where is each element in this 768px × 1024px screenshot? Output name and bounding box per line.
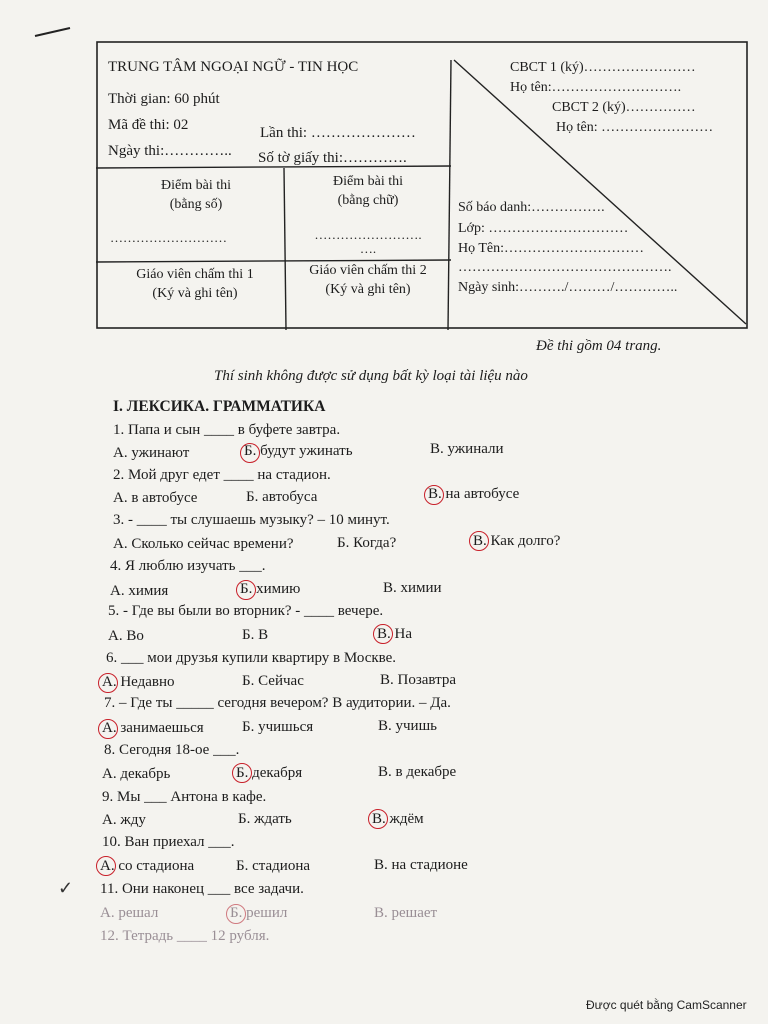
question-11: 11. Они наконец ___ все задачи. bbox=[100, 881, 304, 897]
answer-circle-q1 bbox=[240, 443, 260, 463]
q4-option-a[interactable]: А. химия bbox=[110, 583, 169, 599]
q9-option-a[interactable]: А. жду bbox=[102, 812, 146, 828]
answer-circle-q11 bbox=[226, 904, 246, 924]
q11-option-a[interactable]: А. решал bbox=[100, 905, 159, 921]
grader-2-label: Giáo viên chấm thi 2 (Ký và ghi tên) bbox=[309, 263, 427, 297]
question-4: 4. Я люблю изучать ___. bbox=[110, 558, 266, 574]
score-number-label: Điểm bài thi (bằng số) bbox=[161, 178, 231, 212]
section-title: I. ЛЕКСИКА. ГРАММАТИКА bbox=[113, 398, 326, 415]
q3-option-b[interactable]: Б. Когда? bbox=[337, 535, 397, 551]
q3-option-c[interactable]: В. Как долго? bbox=[473, 533, 561, 549]
scanner-watermark: Được quét bằng CamScanner bbox=[586, 998, 747, 1012]
q3-option-a[interactable]: А. Сколько сейчас времени? bbox=[113, 536, 294, 552]
attempt-field: Lần thi: ………………… bbox=[260, 125, 416, 141]
question-3: 3. - ____ ты слушаешь музыку? – 10 минут. bbox=[113, 512, 390, 528]
grader-1-label: Giáo viên chấm thi 1 (Ký và ghi tên) bbox=[136, 267, 254, 301]
sheet-count-field: Số tờ giấy thi:…………. bbox=[258, 150, 407, 166]
q5-option-b[interactable]: Б. В bbox=[242, 627, 269, 643]
q8-option-b[interactable]: Б. декабря bbox=[236, 765, 303, 781]
pen-stroke-mark bbox=[34, 26, 72, 38]
q4-option-c[interactable]: В. химии bbox=[383, 580, 442, 596]
no-materials-note: Thí sinh không được sử dụng bất kỳ loại tài liệu nào bbox=[214, 368, 528, 384]
proctor-2-name-field: Họ tên: …………………… bbox=[556, 120, 714, 135]
exam-date-field: Ngày thi:………….. bbox=[108, 143, 232, 159]
score-words-blank: ……………………. …. bbox=[314, 227, 422, 256]
proctor-2-field: CBCT 2 (ký)…………… bbox=[552, 100, 696, 115]
q10-option-b[interactable]: Б. стадиона bbox=[236, 858, 311, 874]
answer-circle-q10 bbox=[96, 856, 116, 876]
class-field: Lớp: ………………………… bbox=[458, 221, 629, 236]
pages-note: Đề thi gồm 04 trang. bbox=[536, 338, 662, 354]
answer-circle-q7 bbox=[98, 719, 118, 739]
q7-option-a[interactable]: А. занимаешься bbox=[102, 720, 204, 736]
q1-option-b[interactable]: Б. будут ужинать bbox=[244, 443, 353, 459]
question-6: 6. ___ мои друзья купили квартиру в Москве. bbox=[106, 650, 397, 666]
question-12: 12. Тетрадь ____ 12 рубля. bbox=[100, 928, 270, 944]
q6-option-b[interactable]: Б. Сейчас bbox=[242, 673, 304, 689]
q11-option-c[interactable]: В. решает bbox=[374, 905, 438, 921]
q8-option-c[interactable]: В. в декабре bbox=[378, 764, 457, 780]
question-8: 8. Сегодня 18-ое ___. bbox=[104, 742, 240, 758]
q6-option-c[interactable]: В. Позавтра bbox=[380, 672, 457, 688]
answer-circle-q9 bbox=[368, 809, 388, 829]
question-9: 9. Мы ___ Антона в кафе. bbox=[102, 789, 267, 805]
q9-option-c[interactable]: В. ждём bbox=[372, 811, 424, 827]
question-5: 5. - Где вы были во вторник? - ____ вечере. bbox=[108, 603, 384, 619]
full-name-field: Họ Tên:………………………… bbox=[458, 241, 645, 256]
answer-circle-q4 bbox=[236, 580, 256, 600]
exam-code: Mã đề thi: 02 bbox=[108, 117, 189, 133]
exam-time: Thời gian: 60 phút bbox=[108, 91, 220, 107]
q9-option-b[interactable]: Б. ждать bbox=[238, 811, 292, 827]
q8-option-a[interactable]: А. декабрь bbox=[102, 766, 171, 782]
proctor-1-field: CBCT 1 (ký)…………………… bbox=[510, 60, 696, 75]
q1-option-a[interactable]: А. ужинают bbox=[113, 445, 190, 461]
score-words-label: Điểm bài thi (bằng chữ) bbox=[333, 174, 403, 208]
question-10: 10. Ван приехал ___. bbox=[102, 834, 235, 850]
center-name: TRUNG TÂM NGOẠI NGỮ - TIN HỌC bbox=[108, 59, 359, 75]
q10-option-c[interactable]: В. на стадионе bbox=[374, 857, 468, 873]
q2-option-b[interactable]: Б. автобуса bbox=[246, 489, 318, 505]
question-1: 1. Папа и сын ____ в буфете завтра. bbox=[113, 422, 341, 438]
q5-option-c[interactable]: В. На bbox=[377, 626, 412, 642]
q10-option-a[interactable]: А. со стадиона bbox=[100, 858, 195, 874]
q4-option-b[interactable]: Б. химию bbox=[240, 581, 301, 597]
answer-circle-q5 bbox=[373, 624, 393, 644]
q5-option-a[interactable]: А. Во bbox=[108, 628, 144, 644]
candidate-number-field: Số báo danh:……………. bbox=[458, 200, 605, 215]
exam-header-box bbox=[96, 40, 750, 330]
q1-option-c[interactable]: В. ужинали bbox=[430, 441, 504, 457]
proctor-1-name-field: Họ tên:………………………. bbox=[510, 80, 682, 95]
answer-circle-q6 bbox=[98, 673, 118, 693]
question-2: 2. Мой друг едет ____ на стадион. bbox=[113, 467, 331, 483]
q7-option-b[interactable]: Б. учишься bbox=[242, 719, 314, 735]
answer-circle-q3 bbox=[469, 531, 489, 551]
check-mark-icon: ✓ bbox=[58, 878, 74, 898]
name-continuation-line: ………………………………………. bbox=[458, 260, 672, 275]
birth-date-field: Ngày sinh:………./………/………….. bbox=[458, 280, 678, 295]
question-7: 7. – Где ты _____ сегодня вечером? В аудитории. – Да. bbox=[104, 695, 451, 711]
q2-option-a[interactable]: А. в автобусе bbox=[113, 490, 198, 506]
answer-circle-q2 bbox=[424, 485, 444, 505]
score-number-blank: ……………………… bbox=[110, 230, 227, 245]
q11-option-b[interactable]: Б. решил bbox=[230, 905, 288, 921]
q7-option-c[interactable]: В. учишь bbox=[378, 718, 437, 734]
q6-option-a[interactable]: А. Недавно bbox=[102, 674, 175, 690]
answer-circle-q8 bbox=[232, 763, 252, 783]
q2-option-c[interactable]: В. на автобусе bbox=[428, 486, 520, 502]
